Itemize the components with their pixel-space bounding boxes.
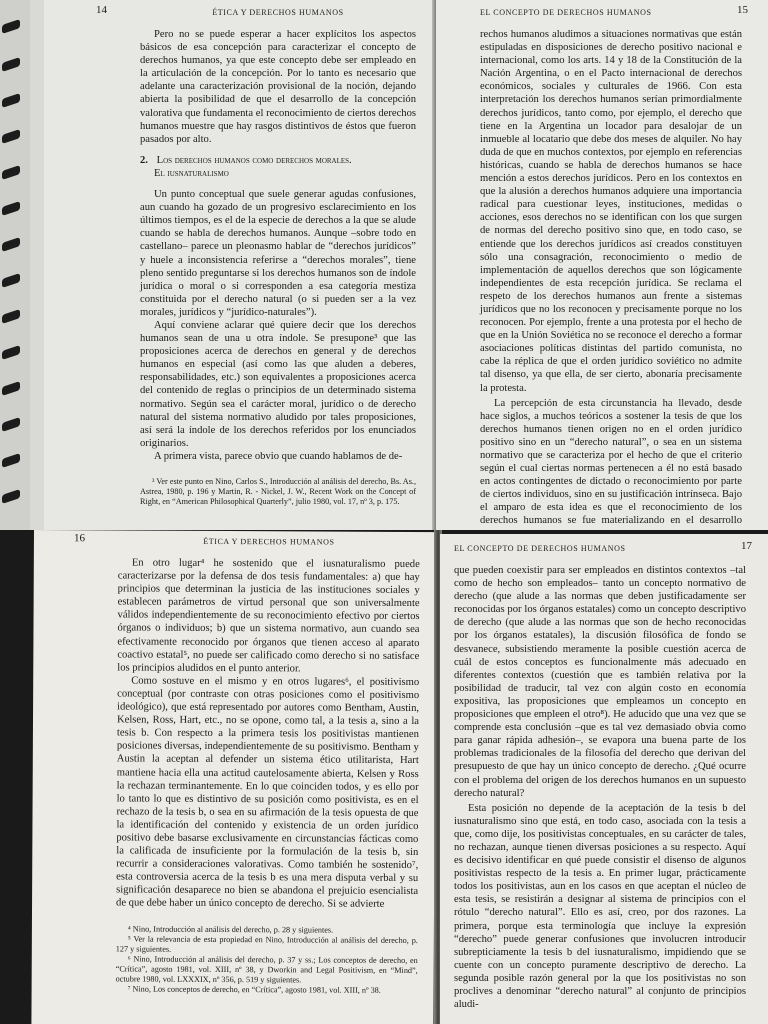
paragraph: Aquí conviene aclarar qué quiere decir que los derechos humanos sean de una u otra índole. Se presupone³ que las proposiciones acerca de derechos en general y de derechos humanos en especial (así como las que aluden a deberes, responsabilidades, etc.) son equivalentes a proposiciones acerca del contenido de reglas o principios de un determinado sistema normativo. Según sea el carácter moral, jurídico o de derecho natural del sistema normativo aludido por tales proposiciones, así será la índole de los derechos referidos por los enunciados originarios. — [140, 319, 416, 449]
running-head — [96, 4, 416, 20]
running-head — [480, 4, 748, 20]
section-subtitle: El iusnaturalismo — [154, 167, 229, 179]
running-head — [73, 532, 420, 550]
running-head-title: EL CONCEPTO DE DERECHOS HUMANOS — [454, 544, 626, 553]
running-head-title: ÉTICA Y DERECHOS HUMANOS — [203, 536, 335, 547]
paragraph: que pueden coexistir para ser empleados en distintos contextos –tal como de hecho son empleados– tanto un concepto normativo de derecho (que alude a las normas que deben justificadamente ser reconocidas por los órganos estatales) como un concepto descriptivo de derecho (que alude a las normas que son de hecho reconocidas por los órganos estatales), la discusión filosófica de fondo se desvanece, subsistiendo meramente la posible cuestión acerca de cuál de estos conceptos es funcionalmente más adecuado en diferentes contextos (cuestión que es también relativa por la posibilidad de traducir, tal vez con algún costo en economía expositiva, las proposiciones que empleamos un concepto en proposiciones que empleen el otro⁸). He aducido que una vez que se comprende esta conclusión –que es tal vez demasiado obvia como para ganar rápida adhesión–, se evapora una buena parte de los problemas tradicionales de la filosofía del derecho que derivan del presupuesto de que hay un único concepto de derecho. ¿Qué ocurre con el problema del origen de los derechos humanos en un supuesto derecho natural? — [454, 565, 746, 799]
binding-coil — [2, 381, 20, 396]
paragraph: Pero no se puede esperar a hacer explícitos los aspectos básicos de esa concepción para caracterizar el concepto de derechos humanos, ya que este concepto debe ser empleado en la articulación de la concepción. Por lo tanto es necesario que adelante una caracterización provisional de la noción, dejando abierta la posibilidad de que el desarrollo de la concepción valorativa que fundamenta el reconocimiento de ciertos derechos humanos muestre que hay rasgos distintivos de éstos que fueron pasados por alto. — [140, 29, 416, 145]
binding-coil — [2, 93, 20, 108]
footnote: ⁷ Nino, Los conceptos de derecho, en “Crítica”, agosto 1981, vol. XIII, nº 38. — [127, 984, 381, 995]
running-head-title: EL CONCEPTO DE DERECHOS HUMANOS — [480, 8, 652, 17]
binding-coil — [2, 417, 20, 432]
page-number: 17 — [741, 540, 752, 552]
running-head — [454, 540, 752, 556]
spiral-binding — [0, 0, 30, 530]
page-15 — [436, 0, 768, 530]
paragraph: Como sostuve en el mismo y en otros lugares⁶, el positivismo conceptual (por contraste con otras posiciones como el positivismo ideológico), que está representado por autores como Bentham, Austin, Kelsen, Ross, Hart, etc., no se opone, como tal, a la tesis a, sino a la tesis b. Con respecto a la primera tesis los positivistas mantienen posiciones diversas, independientemente de su positivismo. Bentham y Austin la aceptan al defender un sistema ético utilitarista, Hart mantiene hacia ella una actitud cautelosamente abierta, Kelsen y Ross la rechazan terminantemente. En lo que coinciden todos, y es ello por lo tanto lo que es distintivo de su posición como positivista, es en el rechazo de la tesis b, o sea en su afirmación de la tesis opuesta de que la identificación del contenido y existencia de un orden jurídico positivo debe basarse exclusivamente en circunstancias fácticas como la calificada de insuficiente por la formulación de la tesis b, sin recurrir a consideraciones valorativas. Como también he sostenido⁷, esta controversia acerca de la tesis b es una mera disputa verbal y su significación desaparece no bien se abandona el prejuicio esencialista de que debe haber un único concepto de derecho. Si se advierte — [116, 675, 420, 911]
running-head-title: ÉTICA Y DERECHOS HUMANOS — [212, 8, 344, 17]
binding-coil — [2, 57, 20, 72]
paragraph: Un punto conceptual que suele generar agudas confusiones, aun cuando ha gozado de un progresivo esclarecimiento en los últimos tiempos, es el de la especie de derechos a la que se alude cuando se habla de derechos humanos. Aunque –sobre todo en castellano– parece un pleonasmo hablar de “derechos jurídicos” y huele a inconsistencia referirse a “derechos morales”, tiene pleno sentido preguntarse si los derechos humanos son de índole jurídica o moral o si corresponden a esa categoría mestiza constituida por el derecho natural (o si pueden ser a la vez morales, jurídicos y “jurídico-naturales”). — [140, 189, 416, 318]
section-title: Los derechos humanos como derechos morales. — [156, 154, 352, 166]
footnote: ⁴ Nino, Introducción al análisis del derecho, p. 28 y siguientes. — [127, 924, 334, 935]
paragraph: La percepción de esta circunstancia ha llevado, desde hace siglos, a muchos teóricos a sostener la tesis de que los derechos humanos tienen origen no en el orden jurídico positivo sino en un “derecho natural”, o sea en un sistema normativo que se caracteriza por el hecho de que el criterio según el cual ciertas normas pertenecen a él no está basado en actos contingentes de dictado o reconocimiento por parte de ciertos individuos, sino en su justificación intrínseca. Bajo el amparo de esta idea es que el reconocimiento de los derechos humanos se fue materializando en el desarrollo — [480, 397, 742, 527]
binding-coil — [2, 489, 20, 504]
binding-coil — [2, 237, 20, 252]
footnote: ³ Ver este punto en Nino, Carlos S., Introducción al análisis del derecho, Bs. As., Astrea, 1980, p. 196 y Martin, R. - Nickel, J. W., Recent Work on the Concept of Right, en “American Philosophical Quarterly”, julio 1980, vol. 17, nº 3, p. 175. — [140, 477, 416, 506]
page-number: 16 — [73, 532, 85, 545]
footnote: ⁵ Ver la relevancia de esta propiedad en Nino, Introducción al análisis del derecho, p. 127 y siguientes. — [115, 934, 418, 954]
binding-coil — [2, 19, 20, 34]
page-number: 15 — [737, 4, 748, 16]
book-spread-pages-16-17 — [0, 530, 768, 1024]
binding-coil — [2, 345, 20, 360]
footnotes — [116, 924, 418, 996]
page-16 — [31, 530, 436, 1024]
paragraph: Esta posición no depende de la aceptación de la tesis b del iusnaturalismo sino que está, en todo caso, asociada con la tesis a que, como dije, los positivistas conceptuales, en su carácter de tales, no rechazan, aunque tienen diversas posiciones a su respecto. Aquí es decisivo identificar en qué puede consistir el disenso de algunos positivistas respecto de la tesis a. En primer lugar, prácticamente todos los positivistas, aun en los casos en que aceptan el núcleo de esta tesis, se resistirán a designar al sistema de principios con el rótulo “derecho natural”. Ello es así, creo, por dos razones. La primera, porque esta terminología que incluye la expresión “derecho” puede generar confusiones que involucren introducir subrepticiamente la tesis b del iusnaturalismo, impidiendo que se cuente con un concepto puramente descriptivo de derecho. La segunda posible razón general por la que los positivistas no son proclives a denominar “derecho natural” al conjunto de principios aludi- — [454, 802, 746, 1011]
binding-coil — [2, 201, 20, 216]
binding-coil — [2, 129, 20, 144]
page-14 — [44, 0, 434, 530]
paragraph: rechos humanos aludimos a situaciones normativas que están estipuladas en disposiciones de derecho positivo nacional e internacional, como los arts. 14 y 18 de la Constitución de la Nación Argentina, o en el Pacto internacional de derechos económicos, sociales y culturales de 1966. Con esta interpretación los derechos humanos serían primordialmente derechos jurídicos, tanto como, por ejemplo, el derecho que tiene en la Argentina un locador para desalojar de un inmueble al locatario que debe dos meses de alquiler. No hay duda de que en muchos contextos, por ejemplo en referencias históricas, cuando se habla de derechos humanos se hace mención a estos derechos jurídicos. Pero en los contextos en que la alusión a derechos humanos adquiere una importancia radical para cuestionar leyes, instituciones, medidas o acciones, esos derechos no se identifican con los que surgen de normas del derecho positivo sino que, en todo caso, se entiende que los derechos jurídicos así creados constituyen sólo una consagración, reconocimiento o medio de implementación de aquellos derechos que son lógicamente independientes de esta recepción jurídica. Se reclama el respeto de los derechos humanos aun frente a sistemas jurídicos que no los reconocen y precisamente porque no los reconocen. Por ejemplo, frente a una protesta por el hecho de que en la Unión Soviética no se reconoce el derecho a formar asociaciones políticas distintas del partido comunista, no cabe la réplica de que el orden jurídico soviético no admite tal disenso, ya que ella, de ser cierto, abonaría precisamente la protesta. — [480, 29, 742, 394]
footnote: ⁶ Nino, Introducción al análisis del derecho, p. 37 y ss.; Los conceptos de derecho, en “Crítica”, agosto 1981, vol. XIII, nº 38, y Dworkin and Legal Positivism, en “Mind”, octubre 1980, vol. LXXXIX, nº 356, p. 519 y siguientes. — [115, 954, 418, 984]
binding-coil — [2, 273, 20, 288]
binding-coil — [2, 165, 20, 180]
section-number: 2. — [140, 154, 148, 166]
page-number: 14 — [96, 4, 107, 16]
section-heading — [140, 154, 416, 180]
binding-coil — [2, 309, 20, 324]
paragraph: En otro lugar⁴ he sostenido que el iusnaturalismo puede caracterizarse por la defensa de dos tesis fundamentales: a) que hay principios que determinan la justicia de las instituciones sociales y establecen parámetros de virtud personal que son universalmente válidos independientemente de su reconocimiento efectivo por ciertos órganos o individuos; b) que un sistema normativo, aun cuando sea efectivamente reconocido por órganos que tienen acceso al aparato coactivo estatal⁵, no puede ser calificado como derecho si no satisface los principios aludidos en el punto anterior. — [117, 557, 420, 675]
binding-coil — [2, 453, 20, 468]
page-17 — [440, 534, 768, 1024]
paragraph: A primera vista, parece obvio que cuando hablamos de de- — [154, 450, 403, 462]
